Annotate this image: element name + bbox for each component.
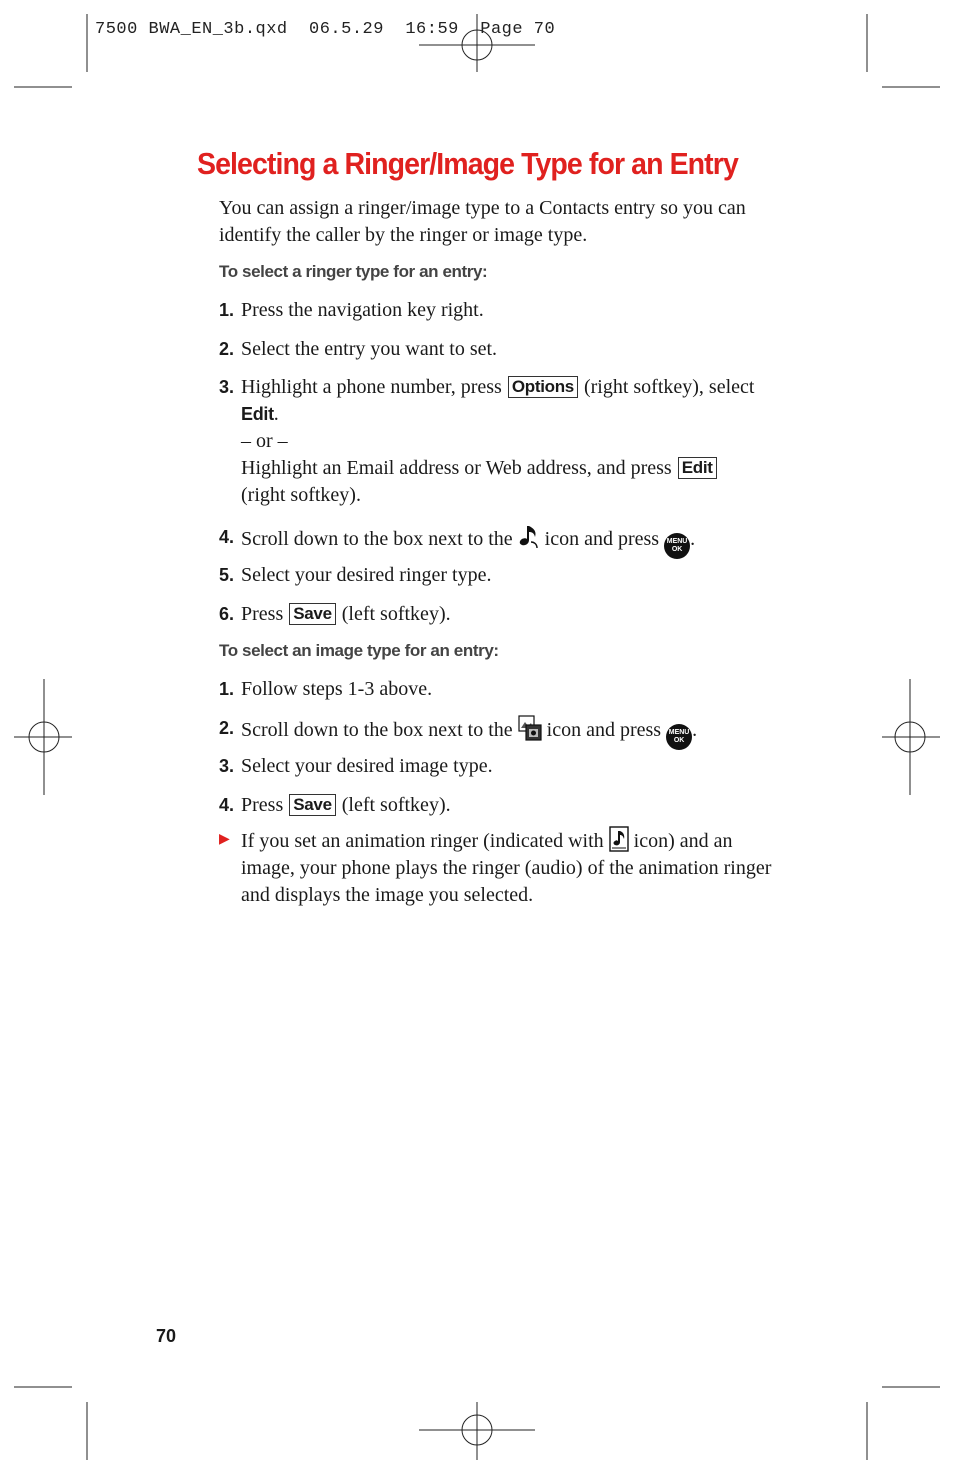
step-text-end: . xyxy=(690,528,696,550)
print-slug: 7500 BWA_EN_3b.qxd 06.5.29 16:59 Page 70 xyxy=(95,20,556,39)
music-note-icon xyxy=(518,524,540,550)
step-text-end: . xyxy=(273,403,279,425)
step-text: Select your desired ringer type. xyxy=(241,564,492,586)
step-text-pre: Scroll down to the box next to the xyxy=(241,528,513,550)
step-number: 2. xyxy=(219,718,235,738)
note-text-post: icon) and an image, your phone plays the ringer (audio) of the animation ringer and displays the image you selected. xyxy=(241,830,772,906)
step-text: Follow steps 1-3 above. xyxy=(241,678,433,700)
ringer-step-3 xyxy=(219,374,789,514)
step-number: 6. xyxy=(219,604,235,624)
or-separator: – or – xyxy=(241,430,288,452)
step-number: 1. xyxy=(219,679,235,699)
step-text xyxy=(241,715,791,750)
step-number: 3. xyxy=(219,377,235,397)
step-text xyxy=(241,524,791,559)
page-number: 70 xyxy=(156,1326,177,1346)
step-text xyxy=(241,601,791,628)
step-text-pre: Press xyxy=(241,794,284,816)
step-alt-text-pre: Highlight an Email address or Web address, and press xyxy=(241,457,672,479)
step-text-pre: Press xyxy=(241,603,284,625)
save-softkey: Save xyxy=(289,794,336,816)
step-text-pre: Highlight a phone number, press xyxy=(241,376,502,398)
menu-label: MENU xyxy=(668,729,690,736)
ok-label: OK xyxy=(671,546,683,553)
step-number: 5. xyxy=(219,565,235,585)
step-number: 4. xyxy=(219,795,235,815)
ringer-section-heading: To select a ringer type for an entry: xyxy=(219,262,488,281)
menu-ok-button-icon xyxy=(664,533,690,559)
save-softkey: Save xyxy=(289,603,336,625)
edit-softkey: Edit xyxy=(678,457,717,479)
step-text: Press the navigation key right. xyxy=(241,299,484,321)
step-number: 4. xyxy=(219,527,235,547)
options-softkey: Options xyxy=(508,376,578,398)
menu-label: MENU xyxy=(666,538,688,545)
step-text-end: . xyxy=(692,719,698,741)
step-number: 3. xyxy=(219,756,235,776)
step-text: Select your desired image type. xyxy=(241,755,493,777)
intro-paragraph: You can assign a ringer/image type to a Contacts entry so you can identify the caller by the ringer or image type. xyxy=(219,197,746,246)
step-text-post: (right softkey), select xyxy=(583,376,755,398)
page-title: Selecting a Ringer/Image Type for an Entry xyxy=(197,146,738,181)
step-text-post: (left softkey). xyxy=(341,603,451,625)
step-text: Select the entry you want to set. xyxy=(241,338,498,360)
step-text xyxy=(241,374,791,509)
triangle-bullet-icon: ▶ xyxy=(219,832,230,847)
ok-label: OK xyxy=(673,737,685,744)
image-section-heading: To select an image type for an entry: xyxy=(219,641,499,660)
step-number: 1. xyxy=(219,300,235,320)
note-text-pre: If you set an animation ringer (indicated with xyxy=(241,830,604,852)
step-alt-text-post: (right softkey). xyxy=(241,484,361,506)
menu-ok-button-icon xyxy=(666,724,692,750)
step-text-mid: icon and press xyxy=(544,528,660,550)
step-text-post: (left softkey). xyxy=(341,794,451,816)
step-text-pre: Scroll down to the box next to the xyxy=(241,719,513,741)
note-text xyxy=(241,826,791,909)
image-icon xyxy=(518,715,542,741)
edit-option: Edit xyxy=(241,404,274,424)
animation-ringer-icon xyxy=(609,826,629,852)
step-text-mid: icon and press xyxy=(546,719,662,741)
step-text xyxy=(241,792,791,819)
step-number: 2. xyxy=(219,339,235,359)
